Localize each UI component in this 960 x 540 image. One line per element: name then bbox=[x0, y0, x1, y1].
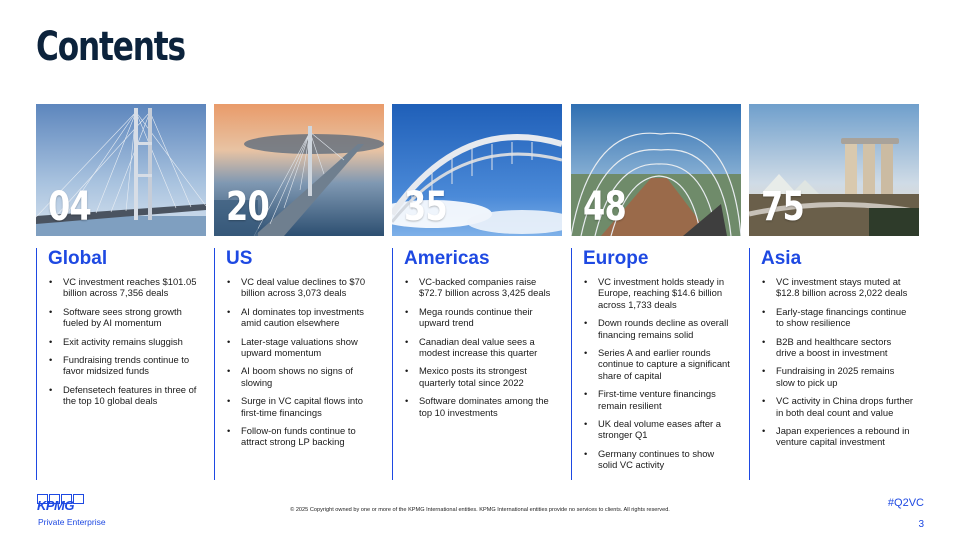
section-page-number: 35 bbox=[404, 184, 447, 230]
section-body bbox=[214, 248, 385, 480]
bullet-item: • Exit activity remains sluggish bbox=[63, 336, 201, 347]
bullet-item: • Fundraising trends continue to favor midsized funds bbox=[63, 354, 201, 377]
logo-subtitle: Private Enterprise bbox=[38, 517, 106, 527]
bullet-item: • VC investment reaches $101.05 billion across 7,356 deals bbox=[63, 276, 201, 299]
hashtag: #Q2VC bbox=[887, 497, 924, 509]
section-page-number: 20 bbox=[226, 184, 269, 230]
bullet-item: • VC-backed companies raise $72.7 billion across 3,425 deals bbox=[419, 276, 557, 299]
bullet-item: • Defensetech features in three of the top 10 global deals bbox=[63, 384, 201, 407]
section-global[interactable] bbox=[36, 104, 206, 480]
bullet-item: • B2B and healthcare sectors drive a boost in investment bbox=[776, 336, 914, 359]
bullet-list bbox=[215, 276, 385, 448]
bullet-item: • VC investment holds steady in Europe, reaching $14.6 billion across 1,733 deals bbox=[598, 276, 736, 310]
section-us[interactable] bbox=[214, 104, 384, 480]
bullet-list bbox=[37, 276, 207, 407]
bullet-item: • Software dominates among the top 10 investments bbox=[419, 395, 557, 418]
section-body bbox=[392, 248, 563, 480]
section-page-number: 48 bbox=[583, 184, 626, 230]
section-body bbox=[36, 248, 207, 480]
bullet-item: • VC activity in China drops further in both deal count and value bbox=[776, 395, 914, 418]
bullet-item: • VC investment stays muted at $12.8 billion across 2,022 deals bbox=[776, 276, 914, 299]
bullet-list bbox=[750, 276, 920, 448]
logo-wordmark: KPMG bbox=[37, 498, 74, 513]
bullet-item: • AI boom shows no signs of slowing bbox=[241, 365, 379, 388]
section-page-number: 04 bbox=[48, 184, 91, 230]
bullet-item: • Germany continues to show solid VC activity bbox=[598, 448, 736, 471]
bullet-item: • UK deal volume eases after a stronger Q1 bbox=[598, 418, 736, 441]
page-title: Contents bbox=[36, 24, 185, 70]
bullet-item: • Series A and earlier rounds continue to capture a significant share of capital bbox=[598, 347, 736, 381]
arch-bridge-photo bbox=[392, 104, 562, 236]
bullet-item: • Mexico posts its strongest quarterly total since 2022 bbox=[419, 365, 557, 388]
section-body bbox=[749, 248, 920, 480]
bullet-item: • Japan experiences a rebound in venture capital investment bbox=[776, 425, 914, 448]
section-heading: US bbox=[226, 248, 253, 269]
section-body bbox=[571, 248, 742, 480]
section-americas[interactable] bbox=[392, 104, 562, 480]
bullet-item: • Software sees strong growth fueled by AI momentum bbox=[63, 306, 201, 329]
section-heading: Europe bbox=[583, 248, 649, 269]
cable-stayed-bridge-photo bbox=[36, 104, 206, 236]
bullet-list bbox=[572, 276, 742, 471]
bullet-item: • Surge in VC capital flows into first-time financings bbox=[241, 395, 379, 418]
bullet-item: • First-time venture financings remain resilient bbox=[598, 388, 736, 411]
copyright-notice: © 2025 Copyright owned by one or more of the KPMG International entities. KPMG International entities provide no services to clients. All rights reserved. bbox=[290, 507, 670, 513]
sections-row bbox=[36, 104, 920, 484]
section-heading: Asia bbox=[761, 248, 802, 269]
bullet-item: • Canadian deal value sees a modest increase this quarter bbox=[419, 336, 557, 359]
section-europe[interactable] bbox=[571, 104, 741, 480]
bullet-item: • Follow-on funds continue to attract strong LP backing bbox=[241, 425, 379, 448]
bullet-item: • Down rounds decline as overall financing remains solid bbox=[598, 317, 736, 340]
bullet-item: • Fundraising in 2025 remains slow to pick up bbox=[776, 365, 914, 388]
bullet-item: • AI dominates top investments amid caution elsewhere bbox=[241, 306, 379, 329]
aerial-bridge-sunset-photo bbox=[214, 104, 384, 236]
bullet-item: • Later-stage valuations show upward momentum bbox=[241, 336, 379, 359]
section-heading: Global bbox=[48, 248, 108, 269]
bullet-item: • Early-stage financings continue to show resilience bbox=[776, 306, 914, 329]
bullet-list bbox=[393, 276, 563, 418]
section-page-number: 75 bbox=[761, 184, 804, 230]
section-heading: Americas bbox=[404, 248, 490, 269]
singapore-skyline-photo bbox=[749, 104, 919, 236]
bullet-item: • VC deal value declines to $70 billion across 3,073 deals bbox=[241, 276, 379, 299]
section-asia[interactable] bbox=[749, 104, 919, 480]
page-number: 3 bbox=[918, 519, 924, 530]
bullet-item: • Mega rounds continue their upward trend bbox=[419, 306, 557, 329]
helix-footbridge-photo bbox=[571, 104, 741, 236]
